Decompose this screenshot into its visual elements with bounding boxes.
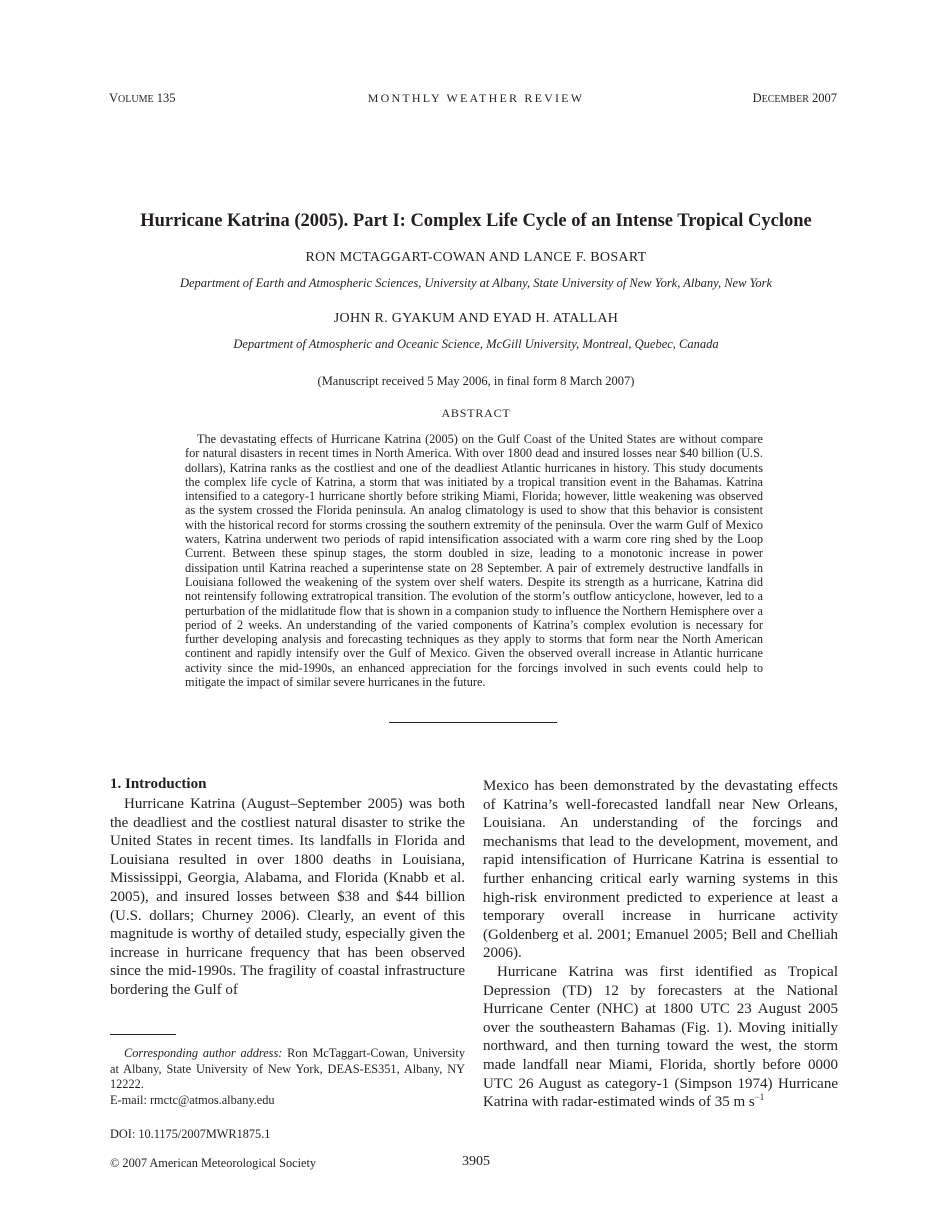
doi: DOI: 10.1175/2007MWR1875.1 — [110, 1127, 271, 1141]
volume-initial: V — [109, 91, 119, 105]
affiliation-2: Department of Atmospheric and Oceanic Science, McGill University, Montreal, Quebec, Canada — [233, 337, 719, 351]
right-column — [483, 777, 838, 1112]
intro-paragraph-1: Hurricane Katrina (August–September 2005) was both the deadliest and the costliest natural disaster to strike the United States in recent times. Its landfalls in Florida and Louisiana resulted in over 1800 deaths in Louisiana, Mississippi, Georgia, Alabama, and Florida (Knabb et al. 2005), and insured losses between $38 and $44 billion (U.S. dollars; Churney 2006). Clearly, an event of this magnitude is worthy of detailed study, especially given the increase in hurricane frequency that has been observed since the mid-1990s. The fragility of coastal infrastructure bordering the Gulf of — [110, 796, 465, 998]
affiliation-1: Department of Earth and Atmospheric Sciences, University at Albany, State University of New York, Albany, New York — [179, 276, 773, 290]
date-rest: ECEMBER — [761, 94, 809, 105]
footnote — [110, 1046, 465, 1108]
unit-superscript: −1 — [754, 1092, 765, 1103]
authors-line-1: RON MCTAGGART-COWAN AND LANCE F. BOSART — [305, 250, 647, 265]
volume-rest: OLUME — [118, 94, 154, 105]
footnote-address — [110, 1046, 465, 1093]
section-heading: 1. Introduction — [110, 776, 207, 792]
footnote-label: Corresponding author address: — [124, 1046, 283, 1060]
footnote-email: E-mail: rmctc@atmos.albany.edu — [110, 1092, 275, 1107]
date-initial: D — [752, 91, 762, 105]
footnote-text: Ron McTaggart-Cowan, University at Albany, State University of New York, DEAS-ES351, Albany, NY 12222. — [110, 1046, 466, 1092]
left-column — [110, 795, 465, 1000]
header-date — [753, 91, 837, 106]
date-year: 2007 — [812, 91, 837, 105]
authors-line-2: JOHN R. GYAKUM AND EYAD H. ATALLAH — [333, 311, 619, 326]
manuscript-dates: (Manuscript received 5 May 2006, in final form 8 March 2007) — [317, 374, 635, 388]
abstract-text: The devastating effects of Hurricane Katrina (2005) on the Gulf Coast of the United States are without compare for natural disasters in recent times in North America. With over 1800 dead and insured losses near $40 billion (U.S. dollars), Katrina ranks as the costliest and one of the deadliest Atlantic hurricanes in history. This study documents the complex life cycle of Katrina, a storm that was initiated by a tropical transition event in the Bahamas. Katrina intensified to a category-1 hurricane shortly before striking Miami, Florida; however, little weakening was observed as the system crossed the Florida peninsula. An analog climatology is used to show that this behavior is consistent with the historical record for storms crossing the southern extremity of the peninsula. Over the warm Gulf of Mexico waters, Katrina underwent two periods of rapid intensification associated with a warm core ring shed by the Loop Current. Between these spinup stages, the storm doubled in size, leading to a monotonic increase in power dissipation until Katrina reached a superintense state on 28 September. A pair of extremely destructive landfalls in Louisiana followed the weakening of the system over shelf waters. Despite its strength as a hurricane, Katrina did not reintensify following extratropical transition. The evolution of the storm’s outflow anticyclone, however, led to a perturbation of the midlatitude flow that is shown in a companion study to influence the Northern Hemisphere over a period of 2 weeks. An understanding of the varied components of Katrina’s complex evolution is necessary for further developing analysis and forecasting techniques as they apply to storms that form near the North American continent and rapidly intensify over the Gulf of Mexico. Given the observed overall increase in Atlantic hurricane activity since the mid-1990s, an enhanced appreciation for the forcings involved in such events could help to mitigate the impact of similar severe hurricanes in the future. — [185, 432, 763, 690]
volume-number: 135 — [156, 91, 176, 105]
intro-paragraph-1-continued: Mexico has been demonstrated by the devastating effects of Katrina’s well-forecasted landfall near New Orleans, Louisiana. An understanding of the forcings and mechanisms that lead to the development, movement, and rapid intensification of Hurricane Katrina is essential to further enhancing critical early warning systems in this high-risk environment predicted to experience at least a temporary overall increase in hurricane activity (Goldenberg et al. 2001; Emanuel 2005; Bell and Chelliah 2006). — [483, 778, 838, 962]
footnote-divider — [110, 1034, 176, 1035]
abstract-divider — [389, 722, 557, 723]
abstract-heading: ABSTRACT — [441, 406, 511, 420]
journal-name: MONTHLY WEATHER REVIEW — [367, 91, 585, 105]
intro-paragraph-2-text: Hurricane Katrina was first identified as Tropical Depression (TD) 12 by forecasters at the National Hurricane Center (NHC) at 1800 UTC 23 August 2005 over the southeastern Bahamas (Fig. 1). Moving initially northward, and then turning toward the west, the storm made landfall near Miami, Florida, shortly before 0000 UTC 26 August as category-1 (Simpson 1974) Hurricane Katrina with radar-estimated winds of 35 m s — [483, 963, 838, 1111]
page-number: 3905 — [462, 1154, 490, 1169]
copyright: © 2007 American Meteorological Society — [110, 1156, 317, 1170]
intro-paragraph-2 — [483, 963, 838, 1112]
paper-title: Hurricane Katrina (2005). Part I: Complex Life Cycle of an Intense Tropical Cyclone — [140, 211, 812, 231]
